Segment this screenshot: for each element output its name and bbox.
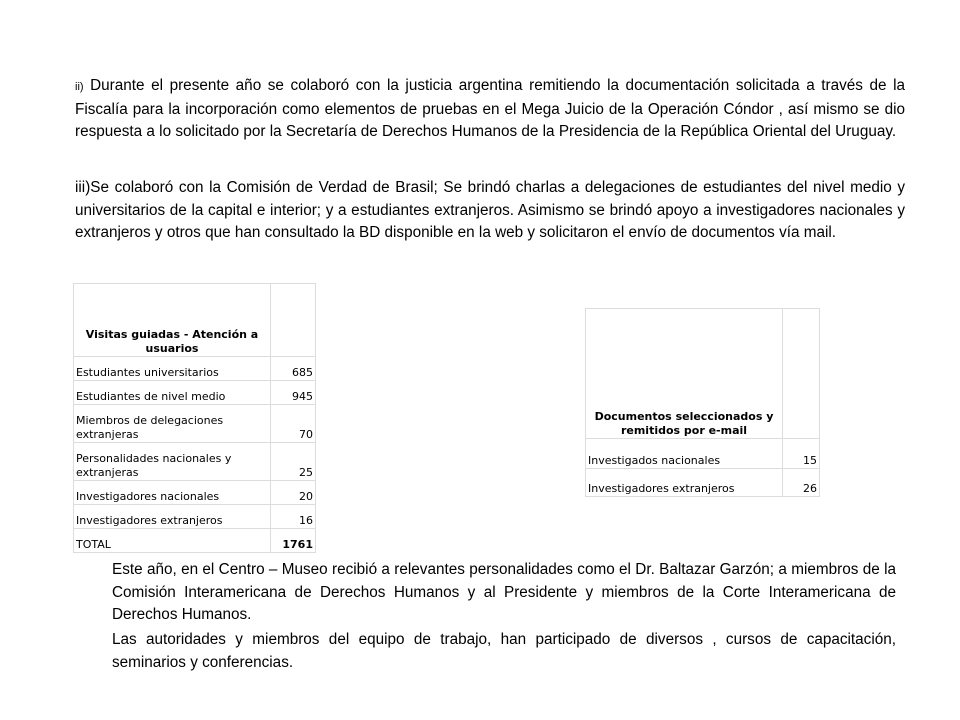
documentos-table (585, 308, 820, 497)
visitas-table-header-empty (271, 284, 316, 357)
table-row-label: Personalidades nacionales y extranjeras (74, 443, 271, 481)
table-row-value: 16 (271, 505, 316, 529)
table-row-value: 15 (783, 439, 820, 469)
paragraph-capacitacion: Las autoridades y miembros del equipo de trabajo, han participado de diversos , cursos de capacitación, seminarios y conferencias. (112, 631, 896, 671)
table-row-value: 70 (271, 405, 316, 443)
paragraph-ii (75, 75, 905, 144)
table-row-label: Estudiantes de nivel medio (74, 381, 271, 405)
table-row-value: 26 (783, 469, 820, 497)
table-row-value: 25 (271, 443, 316, 481)
paragraph-iii: iii)Se colaboró con la Comisión de Verdad de Brasil; Se brindó charlas a delegaciones de estudiantes del nivel medio y universitarios de la capital e interior; y a estudiantes extranjeros. Asimismo se brindó apoyo a investigadores nacionales y extranjeros y otros que han consultado la BD disponible en la web y solicitaron el envío de documentos vía mail. (75, 179, 905, 241)
paragraph-centro-museo: Este año, en el Centro – Museo recibió a relevantes personalidades como el Dr. Baltazar Garzón; a miembros de la Comisión Interamericana de Derechos Humanos y al Presidente y miembros de la Corte Interamericana de Derechos Humanos. (112, 561, 896, 623)
total-label: TOTAL (74, 529, 271, 553)
table-row-label: Investigadores nacionales (74, 481, 271, 505)
visitas-table-header: Visitas guiadas - Atención a usuarios (74, 284, 271, 357)
table-row-label: Miembros de delegaciones extranjeras (74, 405, 271, 443)
table-row-value: 685 (271, 357, 316, 381)
table-row-label: Investigados nacionales (586, 439, 783, 469)
table-row-label: Investigadores extranjeros (74, 505, 271, 529)
table-row-value: 20 (271, 481, 316, 505)
table-row-label: Estudiantes universitarios (74, 357, 271, 381)
table-row-label: Investigadores extranjeros (586, 469, 783, 497)
documentos-table-header: Documentos seleccionados y remitidos por e-mail (586, 309, 783, 439)
documentos-table-header-empty (783, 309, 820, 439)
paragraph-ii-text: Durante el presente año se colaboró con la justicia argentina remitiendo la documentación solicitada a través de la Fiscalía para la incorporación como elementos de pruebas en el Mega Juicio de la Operación Cóndor , así mismo se dio respuesta a lo solicitado por la Secretaría de Derechos Humanos de la Presidencia de la República Oriental del Uruguay. (75, 77, 905, 140)
total-value: 1761 (271, 529, 316, 553)
paragraph-ii-prefix: ii) (75, 81, 84, 93)
visitas-table (73, 283, 316, 553)
table-row-value: 945 (271, 381, 316, 405)
